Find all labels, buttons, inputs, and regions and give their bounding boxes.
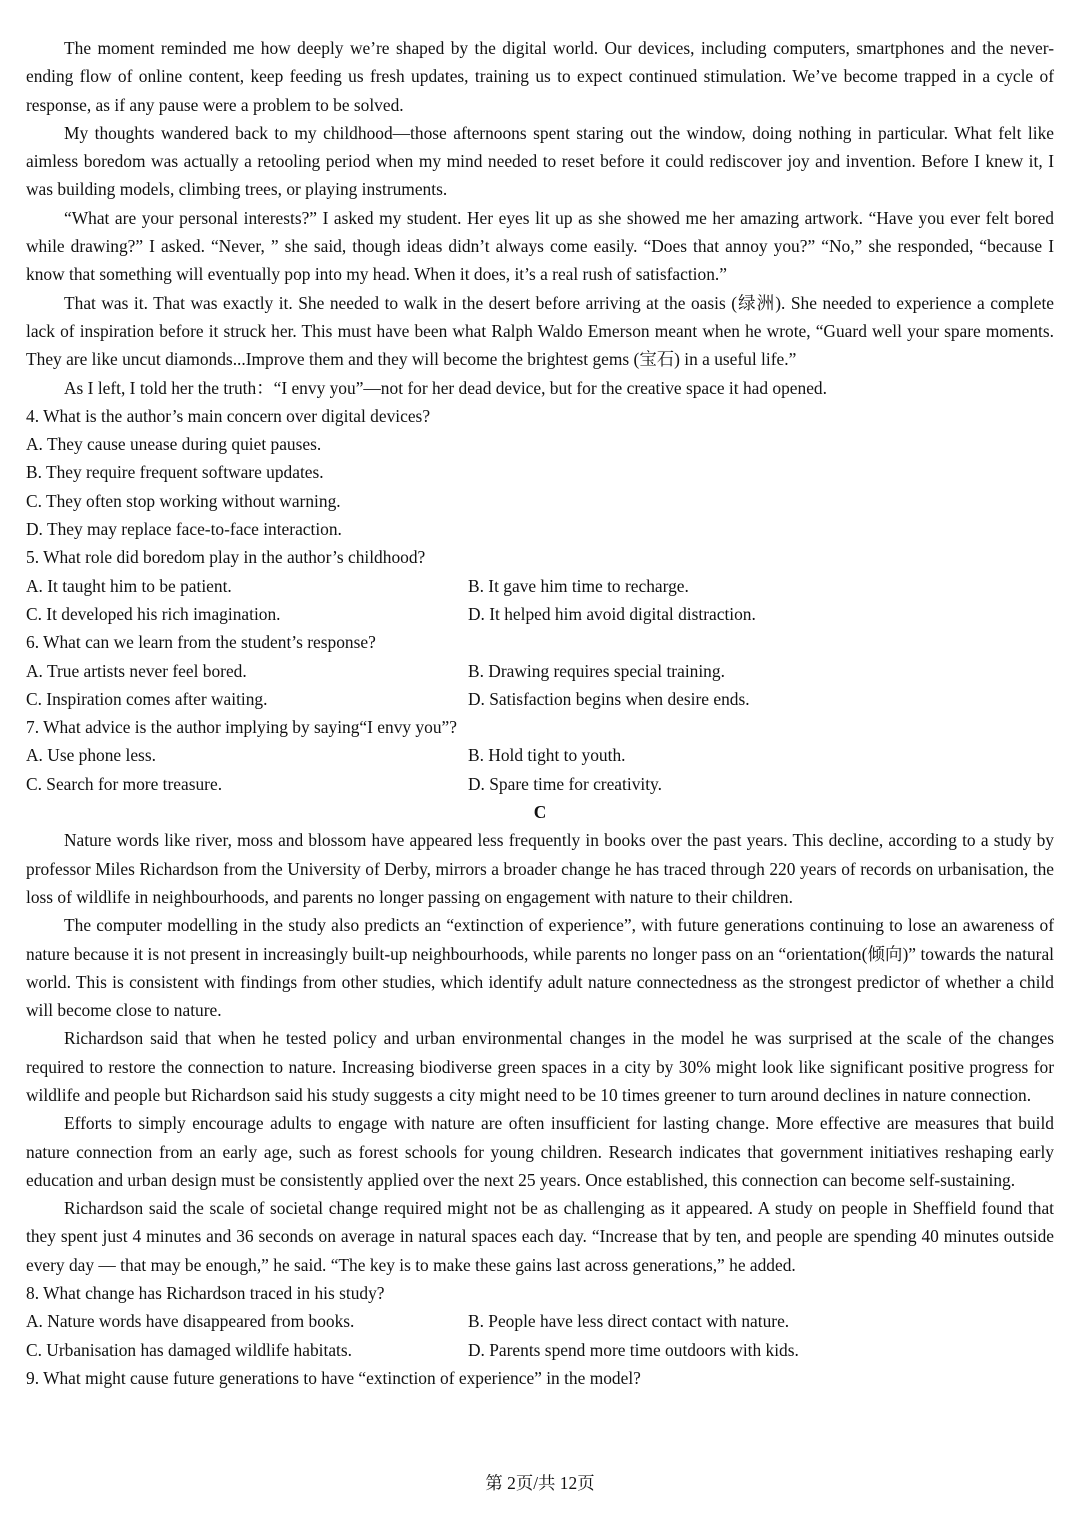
question-7-option-a: A. Use phone less.	[26, 745, 156, 766]
question-4-option-b: B. They require frequent software updates.	[26, 462, 324, 483]
exam-page	[26, 34, 1054, 1392]
question-5-option-d: D. It helped him avoid digital distraction.	[468, 603, 756, 624]
question-6-option-c: C. Inspiration comes after waiting.	[26, 688, 268, 709]
question-7-option-b: B. Hold tight to youth.	[468, 745, 626, 766]
question-8-option-d: D. Parents spend more time outdoors with kids.	[468, 1339, 799, 1360]
passage-c-paragraph-3: Richardson said that when he tested policy and urban environmental changes in the model he was surprised at the scale of the changes required to restore the connection to nature. Increasing biodiverse green spaces in a city by 30% might look like significant positive progress for wildlife and people but Richardson said his study suggests a city might need to be 10 times greener to turn around declines in nature connection.	[26, 1028, 1054, 1105]
passage-b-paragraph-5: As I left, I told her the truth：“I envy you”—not for her dead device, but for the creative space it had opened.	[64, 377, 827, 398]
question-6-option-a: A. True artists never feel bored.	[26, 660, 247, 681]
question-5-option-a: A. It taught him to be patient.	[26, 575, 232, 596]
question-7-options-row-2	[26, 770, 1054, 798]
question-8-option-b: B. People have less direct contact with nature.	[468, 1311, 790, 1332]
question-8-options-row-1	[26, 1307, 1054, 1335]
passage-c-heading: C	[533, 802, 547, 823]
question-4-option-a: A. They cause unease during quiet pauses.	[26, 434, 322, 455]
question-5-options-row-2	[26, 600, 1054, 628]
question-6-option-b: B. Drawing requires special training.	[468, 660, 725, 681]
passage-b-paragraph-2: My thoughts wandered back to my childhood—those afternoons spent staring out the window, doing nothing in particular. What felt like aimless boredom was actually a retooling period when my mind needed to reset before it could rediscover joy and invention. Before I knew it, I was building models, climbing trees, or playing instruments.	[26, 122, 1054, 200]
question-4-option-d: D. They may replace face-to-face interaction.	[26, 519, 342, 540]
question-4-stem: 4. What is the author’s main concern over digital devices?	[26, 405, 431, 426]
question-6-stem: 6. What can we learn from the student’s response?	[26, 632, 376, 653]
question-5-option-b: B. It gave him time to recharge.	[468, 575, 689, 596]
passage-b-paragraph-1: The moment reminded me how deeply we’re shaped by the digital world. Our devices, including computers, smartphones and the never-ending flow of online content, keep feeding us fresh updates, training us to expect continued stimulation. We’ve become trapped in a cycle of response, as if any pause were a problem to be solved.	[26, 38, 1054, 115]
question-5-stem: 5. What role did boredom play in the author’s childhood?	[26, 547, 426, 568]
question-7-stem: 7. What advice is the author implying by saying“I envy you”?	[26, 717, 457, 738]
question-8-stem: 8. What change has Richardson traced in his study?	[26, 1283, 385, 1304]
passage-c-paragraph-1: Nature words like river, moss and blossom have appeared less frequently in books over the past years. This decline, according to a study by professor Miles Richardson from the University of Derby, mirrors a broader change he has traced through 220 years of records on urbanisation, the loss of wildlife in neighbourhoods, and parents no longer passing on engagement with nature to their children.	[26, 830, 1054, 907]
question-7-option-d: D. Spare time for creativity.	[468, 773, 662, 794]
passage-c-paragraph-2: The computer modelling in the study also predicts an “extinction of experience”, with future generations continuing to lose an awareness of nature because it is not present in increasingly built-up neighbourhoods, while parents no longer pass on an “orientation(倾向)” towards the natural world. This is consistent with findings from other studies, which identify adult nature connectedness as the strongest predictor of whether a child will become close to nature.	[26, 915, 1054, 1021]
question-8-options-row-2	[26, 1336, 1054, 1364]
passage-b-paragraph-4: That was it. That was exactly it. She needed to walk in the desert before arriving at the oasis (绿洲). She needed to experience a complete lack of inspiration before it struck her. This must have been what Ralph Waldo Emerson meant when he wrote, “Guard well your spare moments. They are like uncut diamonds...Improve them and they will become the brightest gems (宝石) in a useful life.”	[26, 292, 1054, 370]
question-7-option-c: C. Search for more treasure.	[26, 773, 223, 794]
question-7-options-row-1	[26, 741, 1054, 769]
passage-c-paragraph-5: Richardson said the scale of societal change required might not be as challenging as it appeared. A study on people in Sheffield found that they spent just 4 minutes and 36 seconds on average in natural spaces each day. “Increase that by ten, and people are spending 40 minutes outside every day — that may be enough,” he said. “The key is to make these gains last across generations,” he added.	[26, 1198, 1054, 1275]
question-6-options-row-2	[26, 685, 1054, 713]
question-8-option-c: C. Urbanisation has damaged wildlife habitats.	[26, 1339, 352, 1360]
question-8-option-a: A. Nature words have disappeared from books.	[26, 1311, 355, 1332]
question-6-options-row-1	[26, 657, 1054, 685]
question-5-options-row-1	[26, 572, 1054, 600]
passage-b-paragraph-3: “What are your personal interests?” I asked my student. Her eyes lit up as she showed me her amazing artwork. “Have you ever felt bored while drawing?” I asked. “Never, ” she said, though ideas didn’t always come easily. “Does that annoy you?” “No,” she responded, “because I know that something will eventually pop into my head. When it does, it’s a real rush of satisfaction.”	[26, 207, 1054, 285]
question-4-option-c: C. They often stop working without warning.	[26, 490, 341, 511]
page-number-footer: 第 2页/共 12页	[485, 1473, 595, 1493]
question-5-option-c: C. It developed his rich imagination.	[26, 603, 281, 624]
question-9-stem: 9. What might cause future generations to have “extinction of experience” in the model?	[26, 1367, 641, 1388]
question-6-option-d: D. Satisfaction begins when desire ends.	[468, 688, 750, 709]
passage-c-paragraph-4: Efforts to simply encourage adults to engage with nature are often insufficient for lasting change. More effective are measures that build nature connection from an early age, such as forest schools for young children. Research indicates that government initiatives reshaping early education and urban design must be consistently applied over the next 25 years. Once established, this connection can become self-sustaining.	[26, 1113, 1054, 1190]
